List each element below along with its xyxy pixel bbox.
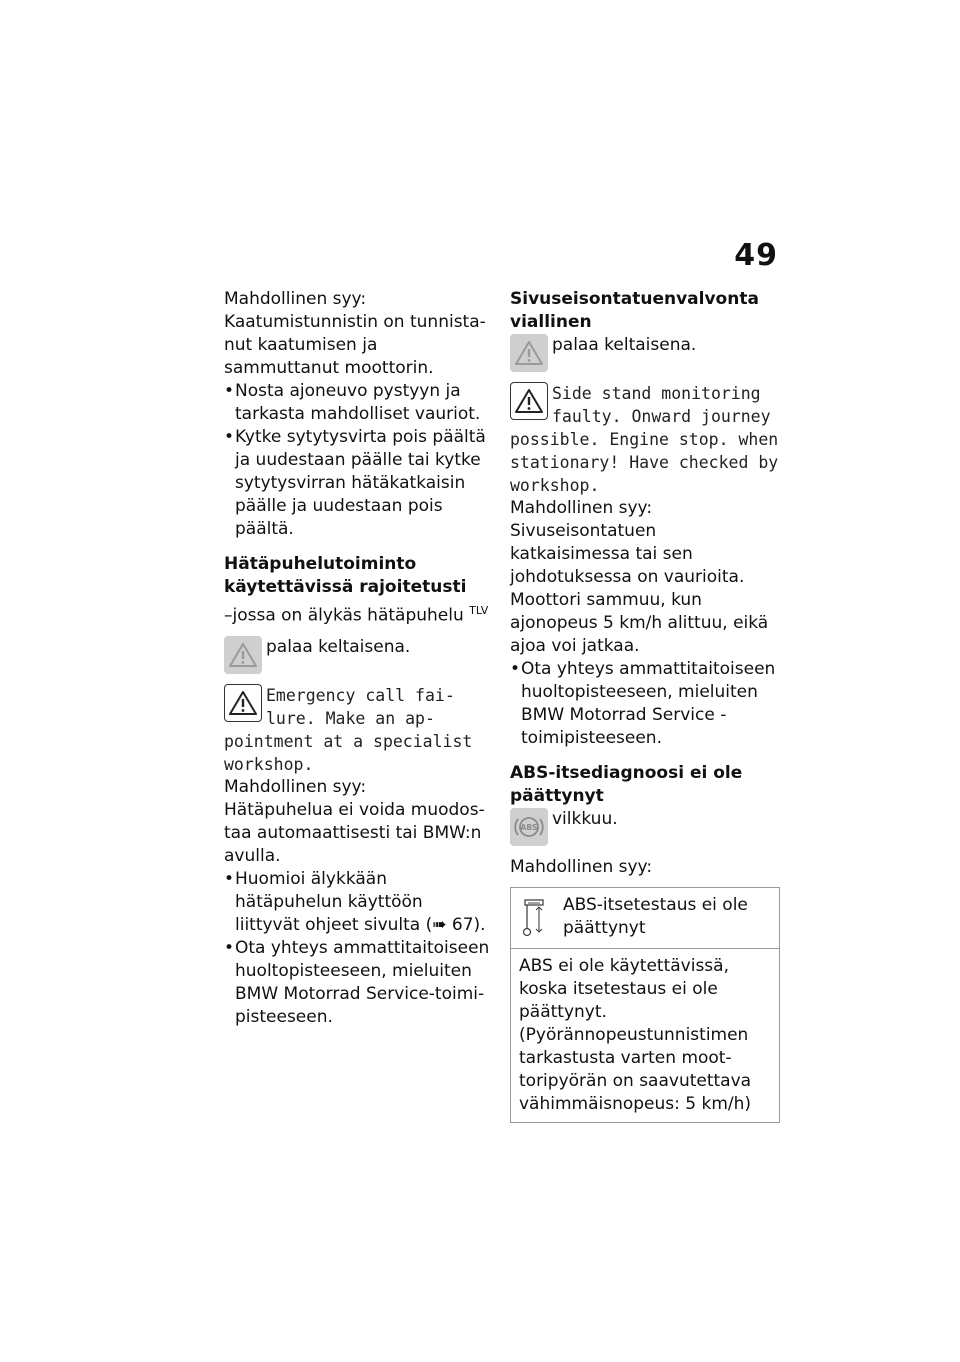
abs-icon-label: ABS: [520, 823, 538, 832]
list-item: • Huomioi älykkään hätäpuhelun käyttöön liittyvät ohjeet sivulta (➠ 67).: [224, 868, 492, 937]
list-item: • Ota yhteys ammattitaitoiseen huoltopisteeseen, mieluiten BMW Motorrad Service-toimipisteeseen.: [224, 937, 492, 1029]
bullet-list: [510, 658, 780, 750]
warning-triangle-outline-icon: [224, 684, 262, 722]
table-header-text: ABS-itsetestaus ei ole päättynyt: [563, 895, 748, 938]
section-heading: Sivuseisontatuenvalvonta viallinen: [510, 289, 759, 332]
abs-info-table: [510, 887, 780, 1123]
cause-text: Sivuseisontatuen katkaisimessa tai sen johdotuksessa on vaurioita. Moottori sammuu, kun ajonopeus 5 km/h alittuu, eikä ajoa voi jatkaa.: [510, 521, 769, 656]
cause-label: Mahdollinen syy:: [224, 776, 367, 797]
warning-triangle-icon: [510, 334, 548, 372]
self-test-icon: [519, 894, 563, 942]
warning-triangle-icon: [224, 636, 262, 674]
display-message-block: [510, 382, 780, 497]
lamp-row: [510, 334, 780, 374]
table-header-row: [511, 888, 779, 949]
cause-label: Mahdollinen syy:: [510, 498, 653, 518]
lamp-row: [224, 636, 492, 676]
bullet-list: [224, 868, 492, 1029]
cause-label: Mahdollinen syy:: [224, 289, 367, 309]
display-message: Emergency call failure. Make an appointment at a specialist workshop.: [224, 685, 473, 774]
warning-triangle-outline-icon: [510, 382, 548, 420]
display-message: Side stand monitoring faulty. Onward journey possible. Engine stop. when stationary! Have checked by workshop.: [510, 384, 779, 495]
cause-text: Kaatumistunnistin on tunnistanut kaatumisen ja sammuttanut moottorin.: [224, 312, 486, 378]
section-subtitle: –jossa on älykäs hätäpuhelu $^{TLV}$: [224, 604, 489, 626]
lamp-row: [510, 808, 780, 848]
list-item: • Ota yhteys ammattitaitoiseen huoltopisteeseen, mieluiten BMW Motorrad Service -toimipisteeseen.: [510, 658, 780, 750]
lamp-status: vilkkuu.: [552, 809, 618, 829]
display-message-block: [224, 684, 492, 776]
tlv-superscript: TLV: [469, 604, 489, 617]
left-column: [224, 288, 492, 1029]
list-item: • Nosta ajoneuvo pystyyn ja tarkasta mahdolliset vauriot.: [224, 380, 492, 426]
lamp-status: palaa keltaisena.: [552, 335, 697, 355]
cause-text: Hätäpuhelua ei voida muodostaa automaattisesti tai BMW:n avulla.: [224, 799, 485, 866]
abs-lamp-icon: [510, 808, 548, 846]
table-body-text: ABS ei ole käytettävissä, koska itsetestaus ei ole päättynyt. (Pyörännopeustunnistimen tarkastusta varten moottoripyörän on saavutettava vähimmäisnopeus: 5 km/h): [519, 956, 752, 1114]
bullet-list: [224, 380, 492, 541]
right-column: [510, 288, 780, 1123]
section-heading: ABS-itsediagnoosi ei ole päättynyt: [510, 763, 743, 806]
page-number: 49: [734, 238, 778, 273]
list-item: • Kytke sytytysvirta pois päältä ja uudestaan päälle tai kytke sytytysvirran hätäkatkaisin päälle ja uudestaan pois päältä.: [224, 426, 492, 541]
section-heading: Hätäpuhelutoiminto käytettävissä rajoitetusti: [224, 554, 467, 597]
lamp-status: palaa keltaisena.: [266, 636, 411, 657]
cause-label: Mahdollinen syy:: [510, 857, 653, 877]
